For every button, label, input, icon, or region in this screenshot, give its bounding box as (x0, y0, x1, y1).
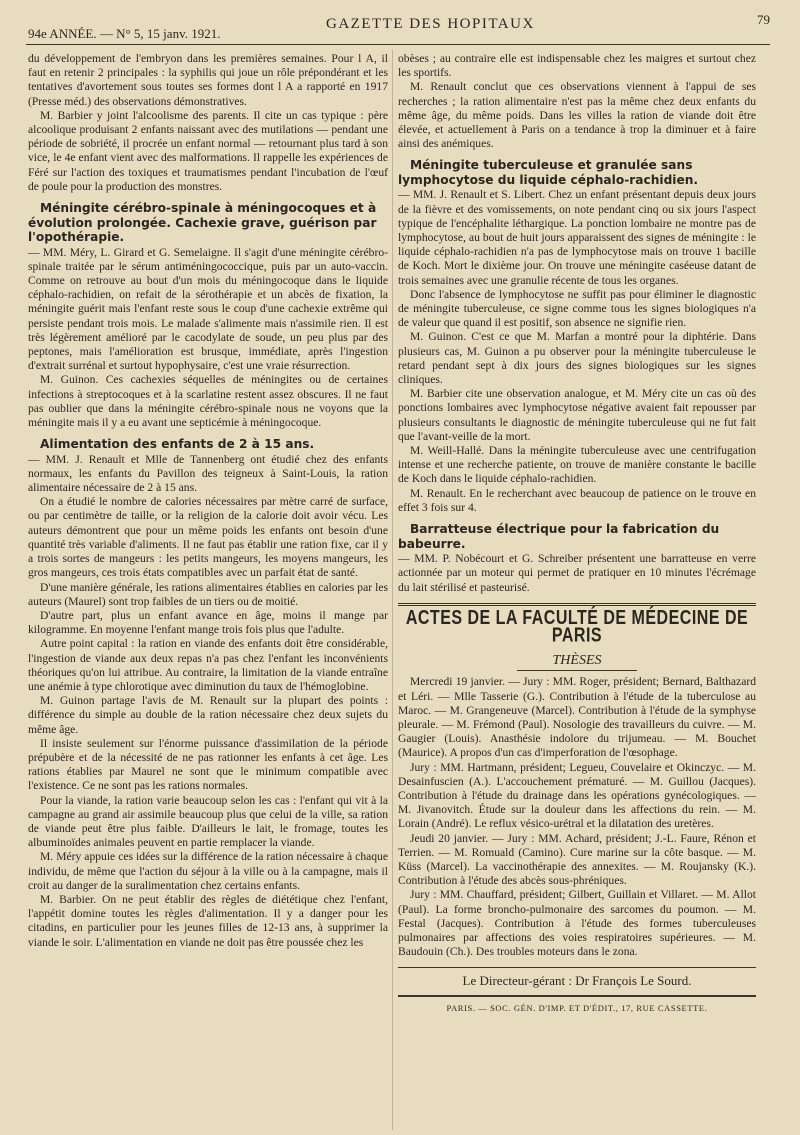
section-title-barratteuse: Barratteuse électrique pour la fabrication du babeurre. (398, 522, 720, 551)
paragraph: D'autre part, plus un enfant avance en âge, moins il mange par kilogramme. En moyenne l'enfant mange trois fois plus que l'adulte. (28, 608, 388, 637)
section-divider (398, 603, 756, 606)
paragraph: M. Barbier cite une observation analogue, et M. Méry cite un cas où des ponctions lombaires avec lymphocytose négative avaient fait repousser par plusieurs consultants le diagnostic de méningite tuberculeuse qui ne fut fait que l'avant-veille de la mort. (398, 387, 756, 443)
theses-entry: Jury : MM. Chauffard, président; Gilbert, Guillain et Villaret. — M. Allot (Paul). La forme broncho-pulmonaire des sarcomes du poumon. — M. Festal (Jacques). Contribution à l'étude des formes tuberculeuses pulmonaires par affections des voies respiratoires supérieures. — M. Baudouin (Ch.). Des troubles moteurs dans le zona. (398, 888, 756, 959)
paragraph: Donc l'absence de lymphocytose ne suffit pas pour éliminer le diagnostic de méningite tuberculeuse, ce signe comme tous les signes biologiques n'a de valeur que quand il est positif, son absence ne signifie rien. (398, 287, 756, 330)
theses-rule (517, 670, 637, 671)
right-column (398, 52, 756, 1015)
paragraph: M. Guinon. Ces cachexies séquelles de méningites ou de certaines infections à streptocoques et à la scarlatine restent assez obscures. Il ne faut pas oublier que dans la méningite cérébro-spinale nous ne voyons que la méningite mais il y a eu avant une septicémie à méningocoque. (28, 373, 388, 429)
imprint (398, 967, 756, 1014)
column-divider (392, 50, 393, 1130)
printer-line: PARIS. — SOC. GÉN. D'IMP. ET D'ÉDIT., 17, RUE CASSETTE. (398, 995, 756, 1015)
paragraph: — MM. Méry, L. Girard et G. Semelaigne. Il s'agit d'une méningite cérébro-spinale traitée par le sérum antiméningococcique, puis par un auto-vaccin. Comme on retrouve au bout d'un mois du méningocoque dans le liquide céphalo-rachidien, on refait de la sérothérapie et un abcès de fixation, la méningite guérit mais l'enfant reste sous le coup d'une cachexie extrême qui persiste pendant trois mois. Le malade s'alimente mais n'assimile rien. Il est très légèrement amélioré par le cacodylate de soude, un peu plus par des peptones, mais l'amélioration est brusque, immédiate, après l'ingestion d'extrait surrénal et surtout hypophysaire, c'est une vraie résurrection. (28, 245, 388, 373)
section-title-meningite-tuberculeuse: Méningite tuberculeuse et granulée sans lymphocytose du liquide céphalo-rachidien. (398, 158, 699, 187)
paragraph: obèses ; au contraire elle est indispensable chez les maigres et surtout chez les sportifs. (398, 52, 756, 80)
paragraph: D'une manière générale, les rations alimentaires établies en calories par les auteurs (Maurel) sont trop faibles de un tiers ou de moitié. (28, 580, 388, 608)
paragraph: M. Guinon. C'est ce que M. Marfan a montré pour la diphtérie. Dans plusieurs cas, M. Guinon a pu observer pour la méningite tuberculeuse le retard pendant sept à dix jours des signes biologiques sur les signes cliniques. (398, 330, 756, 387)
paragraph: Pour la viande, la ration varie beaucoup selon les cas : l'enfant qui vit à la campagne au grand air assimile beaucoup plus que celui de la ville, sa ration de viande peut être plus faible. D'ailleurs le lait, le fromage, toutes les albuminoïdes animales peuvent en partie remplacer la viande. (28, 793, 388, 850)
theses-entry: Mercredi 19 janvier. — Jury : MM. Roger, président; Bernard, Balthazard et Léri. — Mlle Tasserie (G.). Contribution à l'étude de la tuberculose au Maroc. — M. Grangeneuve (Marcel). Contribution à l'étude de la symphyse pleurale. — M. Frémond (Paul). Nosologie des travailleurs du cuivre. — M. Gaugier (Louis). Anasthésie indolore du trijumeau. — M. Bouchet (Maurice). A propos d'un cas d'imperforation de l'œsophage. (398, 675, 756, 760)
page-number: 79 (757, 12, 770, 27)
paragraph: M. Méry appuie ces idées sur la différence de la ration nécessaire à chaque individu, de même que l'action du séjour à la ville ou à la campagne, mais il croit au danger de la suralimentation chez certains enfants. (28, 850, 388, 892)
journal-title: GAZETTE DES HOPITAUX (326, 16, 535, 32)
paragraph: M. Renault conclut que ces observations viennent à l'appui de ses recherches ; la ration alimentaire n'est pas la même chez deux enfants du même âge, du même poids. Dans les villes la ration de viande doit être élevée, et actuellement à Paris on a tendance à trop la diminuer et à faire ainsi des anémiques. (398, 80, 756, 151)
theses-entry: Jury : MM. Hartmann, président; Legueu, Couvelaire et Okinczyc. — M. Desainfuscien (A.). L'accouchement prématuré. — M. Guillou (Jacques). Contribution à l'étude du drainage dans les opérations gynécologiques. — M. Jivanovitch. Étude sur la douleur dans les affections du rein. — M. Lorain (André). Le reflux vésico-urétral et la dilatation des uretères. (398, 760, 756, 831)
paragraph: Autre point capital : la ration en viande des enfants doit être considérable, l'ingestion de viande aux deux repas n'a pas chez l'enfant les inconvénients théoriques qu'on lui attribue. Au contraire, la limitation de la viande entraîne une anémie à type chlorotique avec diminution du taux de l'hémoglobine. (28, 637, 388, 693)
theses-entry: Jeudi 20 janvier. — Jury : MM. Achard, président; J.-L. Faure, Rénon et Terrien. — M. Romuald (Camino). Cure marine sur la côte basque. — M. Küss (Marcel). La vaccinothérapie des annexites. — M. Roujansky (K.). Contribution à l'étude des abcès sous-phréniques. (398, 831, 756, 888)
paragraph: — MM. J. Renault et Mlle de Tannenberg ont étudié chez des enfants normaux, les enfants du Pavillon des teigneux à Saint-Louis, la ration alimentaire nécessaire de 2 à 15 ans. (28, 452, 388, 495)
section-title-alimentation: Alimentation des enfants de 2 à 15 ans. (40, 437, 315, 452)
paragraph: du développement de l'embryon dans les premières semaines. Pour l A, il faut en retenir 2 principales : la syphilis qui joue un rôle prépondérant et les tentatives d'avortement sous toutes ses formes dont l A a rapporté en 1917 (Presse méd.) des observations démonstratives. (28, 52, 388, 108)
paragraph: Il insiste seulement sur l'énorme puissance d'assimilation de la période prépubère et de la nécessité de ne pas rationner les enfants à cet âge. Les rations établies par Maurel ne sont que le minimum compatible avec l'existence. Ce ne sont pas les rations normales. (28, 736, 388, 793)
actes-heading: ACTES DE LA FACULTÉ DE MÉDECINE DE PARIS (405, 607, 749, 647)
paragraph: M. Weill-Hallé. Dans la méningite tuberculeuse avec une centrifugation intense et une recherche patiente, on trouve de manière constante le bacille de Koch dans le liquide céphalo-rachidien. (398, 444, 756, 486)
director-line: Le Directeur-gérant : Dr François Le Sourd. (462, 973, 692, 989)
paragraph: M. Barbier. On ne peut établir des règles de diététique chez l'enfant, l'appétit domine toutes les règles d'alimentation. Il y a danger pour les citadins, en particulier pour les jeunes filles de 12-13 ans, à supprimer la viande le soir. L'alimentation en viande ne doit pas être poussée chez les (28, 892, 388, 949)
paragraph: — MM. J. Renault et S. Libert. Chez un enfant présentant depuis deux jours de la fièvre et des vomissements, on note pendant cinq ou six jours l'aspect typique de l'encéphalite léthargique. La ponction lombaire ne montre pas de lymphocytose, au bout de huit jours apparaissent des signes de méningite : le liquide céphalo-rachidien n'a pas de lymphocytose mais on trouve 1 bacille de Koch. Mort le dixième jour. On trouve une méningite caséeuse datant de trois semaines avec une granulie récente de tous les organes. (398, 188, 756, 287)
left-column (28, 52, 388, 950)
section-title-meningite-cerebro-spinale: Méningite cérébro-spinale à méningocoques et à évolution prolongée. Cachexie grave, guérison par l'opothérapie. (28, 201, 377, 245)
paragraph: M. Guinon partage l'avis de M. Renault sur la plupart des points : différence du simple au double de la ration nécessaire chez deux sujets du même âge. (28, 694, 388, 736)
paragraph: — MM. P. Nobécourt et G. Schreiber présentent une barratteuse en verre actionnée par un moteur qui permet de pratiquer en 10 minutes l'écrémage du lait stérilisé et pasteurisé. (398, 552, 756, 594)
paragraph: On a étudié le nombre de calories nécessaires par mètre carré de surface, ou par centimètre de taille, or la religion de la calorie doit avoir vécu. Les auteurs démontrent que pour un même poids les enfants ont besoin d'une quantité très variable d'aliments. Il ne faut pas établir une ration fixe, car il y a trois sortes de mangeurs : les petits mangeurs, les moyens mangeurs, les gros mangeurs, ces trois états compatibles avec un parfait état de santé. (28, 495, 388, 580)
paragraph: M. Renault. En le recherchant avec beaucoup de patience on le trouve en effet 3 fois sur 4. (398, 486, 756, 514)
paragraph: M. Barbier y joint l'alcoolisme des parents. Il cite un cas typique : père alcoolique produisant 2 enfants naissant avec des mutilations — pendant une période de sobriété, il procrée un enfant normal — retournant plus tard à son vice, le 4e enfant vient avec des malformations. Il rappelle les expériences de Féré sur l'action des toxiques et traumatismes pendant l'incubation de l'œuf de poule pour la production des monstres. (28, 108, 388, 193)
page-header (26, 10, 770, 45)
theses-heading: THÈSES (552, 653, 602, 669)
issue-info: 94e ANNÉE. — N° 5, 15 janv. 1921. (28, 26, 221, 41)
